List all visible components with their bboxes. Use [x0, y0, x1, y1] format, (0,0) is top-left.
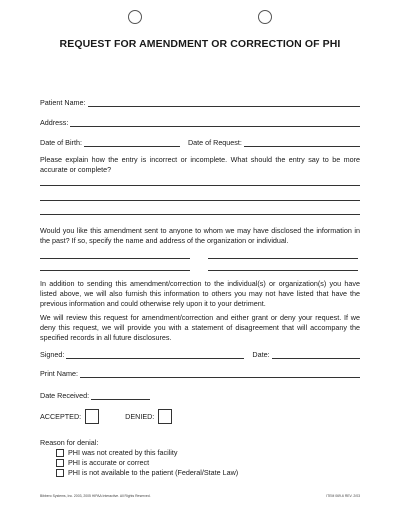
dob-field[interactable]	[84, 138, 180, 147]
footer-copyright: Bibbero Systems, Inc. 2003, 2005 HIPAA Interactive. All Rights Reserved.	[40, 494, 151, 498]
date-received-label: Date Received:	[40, 391, 90, 400]
dob-row	[40, 137, 360, 147]
recipient-line-left-1[interactable]	[40, 258, 190, 259]
date-label: Date:	[252, 350, 270, 359]
reason-text: PHI was not created by this facility	[68, 448, 178, 457]
request-date-label: Date of Request:	[187, 138, 242, 147]
reason-checkbox-not-created[interactable]	[56, 449, 64, 457]
recipient-line-left-2[interactable]	[40, 270, 190, 271]
notice-paragraph-1: In addition to sending this amendment/correction to the individual(s) or organization(s) you have listed above, we will also furnish this information to others you may not have listed that have the previous information and could otherwise rely upon it to your detriment.	[40, 279, 360, 308]
recipient-line-right-1[interactable]	[208, 258, 358, 259]
print-name-label: Print Name:	[40, 369, 78, 378]
reason-text: PHI is accurate or correct	[68, 458, 150, 467]
form-title: REQUEST FOR AMENDMENT OR CORRECTION OF PHI	[59, 38, 341, 50]
address-label: Address:	[40, 118, 69, 127]
patient-name-row	[40, 97, 360, 107]
print-name-row	[40, 368, 360, 378]
notice-paragraph-2: We will review this request for amendment/correction and either grant or deny your request. If we deny this request, we will provide you with a statement of disagreement that will accompany the specified records in all future disclosures.	[40, 313, 360, 342]
signature-date-field[interactable]	[272, 350, 360, 359]
request-date-field[interactable]	[244, 138, 360, 147]
denied-label: DENIED:	[125, 412, 155, 421]
date-received-field[interactable]	[91, 391, 150, 400]
reason-item	[56, 468, 238, 477]
reason-item	[56, 458, 149, 467]
print-name-field[interactable]	[80, 369, 360, 378]
signed-label: Signed:	[40, 350, 65, 359]
dob-label: Date of Birth:	[40, 138, 82, 147]
address-field[interactable]	[70, 118, 360, 127]
answer-line-3[interactable]	[40, 214, 360, 215]
reason-item	[56, 448, 177, 457]
date-received-row	[40, 390, 150, 400]
question-disclosure-recipients: Would you like this amendment sent to anyone to whom we may have disclosed the information in the past? If so, specify the name and address of the organization or individual.	[40, 226, 360, 245]
reason-for-denial-label: Reason for denial:	[40, 438, 99, 447]
reason-checkbox-accurate[interactable]	[56, 459, 64, 467]
footer-item-number: ITEM 069-6 REV. 2/03	[326, 494, 360, 498]
address-row	[40, 117, 360, 127]
patient-name-field[interactable]	[88, 98, 360, 107]
decision-row	[40, 409, 172, 424]
accepted-checkbox[interactable]	[85, 409, 99, 424]
reason-checkbox-not-available[interactable]	[56, 469, 64, 477]
punch-hole-right	[258, 10, 272, 24]
denied-checkbox[interactable]	[158, 409, 172, 424]
patient-name-label: Patient Name:	[40, 98, 86, 107]
signature-row	[40, 349, 360, 359]
answer-line-1[interactable]	[40, 185, 360, 186]
recipient-line-right-2[interactable]	[208, 270, 358, 271]
question-incorrect-entry: Please explain how the entry is incorrect or incomplete. What should the entry say to be more accurate or complete?	[40, 155, 360, 174]
answer-line-2[interactable]	[40, 200, 360, 201]
punch-hole-left	[128, 10, 142, 24]
accepted-label: ACCEPTED:	[40, 412, 82, 421]
signature-field[interactable]	[66, 350, 244, 359]
reason-text: PHI is not available to the patient (Federal/State Law)	[68, 468, 239, 477]
